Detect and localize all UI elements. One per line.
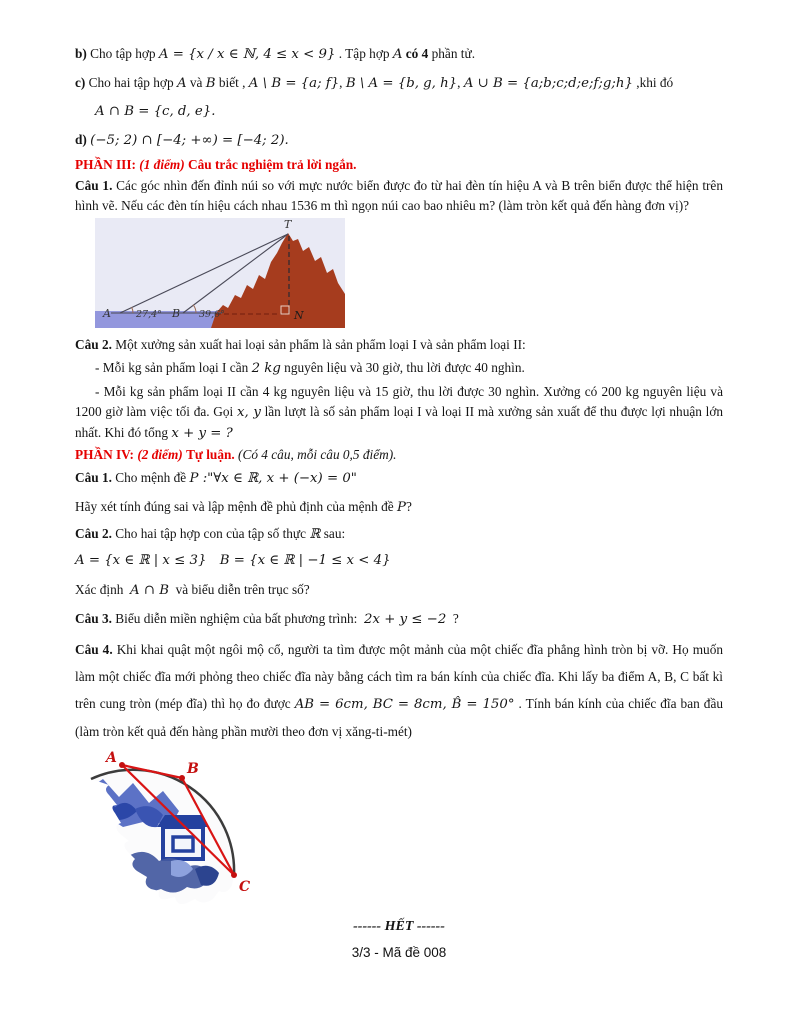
text-segment: và biểu diễn trên trục số? <box>169 582 310 597</box>
text-segment: A <box>176 76 187 91</box>
text-segment: , <box>457 75 464 90</box>
text-segment: và <box>186 75 206 90</box>
part3-heading <box>75 156 723 174</box>
dish-label-b: B <box>187 761 199 777</box>
exam-page-content <box>75 44 723 962</box>
text-segment: Xác định <box>75 582 131 597</box>
part4-question1-followup <box>75 497 723 518</box>
text-segment: Khi khai quật một ngôi mộ cổ, người ta tìm được một mảnh của một chiếc đĩa phẳng hình tròn bị vỡ. Họ muốn làm một chiếc đĩa mới phỏng theo chiếc đĩa này bằng cách tìm ra bán kính của chiếc đĩa. Khi lấy ba điểm A, B, C bất kì trên cung tròn (mép đĩa) thì họ đo được <box>75 642 723 711</box>
text-segment: Câu 4. <box>75 642 117 657</box>
answer-line-b <box>75 44 723 65</box>
text-segment: B = {x ∈ ℝ | −1 ≤ x < 4} <box>219 553 391 568</box>
text-segment: PHẦN III: <box>75 157 140 172</box>
answer-line-d <box>75 129 723 152</box>
dish-label-c: C <box>239 879 251 895</box>
text-segment: Biểu diễn miền nghiệm của bất phương trình: <box>115 611 365 626</box>
text-segment: ? <box>446 611 459 626</box>
text-segment: A ∩ B = {c, d, e}. <box>95 104 216 119</box>
part4-question1-text <box>75 466 723 491</box>
point-label-n: N <box>294 309 304 322</box>
part4-question2-text <box>75 524 723 545</box>
dish-label-a: A <box>106 750 117 766</box>
page-number-and-exam-code: 3/3 - Mã đề 008 <box>351 945 447 960</box>
text-segment: Cho mệnh đề <box>115 470 190 485</box>
part3-question1-text <box>75 176 723 216</box>
text-segment: PHẦN IV: <box>75 447 138 462</box>
text-segment: A ∪ B = {a;b;c;d;e;f;g;h} <box>463 76 633 91</box>
pagoda-body <box>163 827 203 859</box>
text-segment: ? <box>405 499 412 514</box>
text-segment: A ∩ B <box>130 583 169 598</box>
part4-question4-text <box>75 636 723 745</box>
end-of-exam-marker: ------ HẾT ------ <box>353 919 445 934</box>
answer-line-c <box>75 73 723 94</box>
angle-label-b: 39,6° <box>199 309 225 320</box>
part4-question3-text <box>75 609 723 630</box>
part4-question2-followup <box>75 580 723 601</box>
text-segment: Một xưởng sản xuất hai loại sản phẩm là sản phẩm loại I và sản phẩm loại II: <box>115 337 526 352</box>
point-label-a: A <box>103 307 111 320</box>
text-segment: Các góc nhìn đến đỉnh núi so với mực nước biển được đo từ hai đèn tín hiệu A và B trên biển được thể hiện trên hình vẽ. Nếu các đèn tín hiệu cách nhau 1536 m thì ngọn núi cao bao nhiêu m? (làm tròn kết quả đến hàng đơn vị)? <box>75 178 723 213</box>
text-segment: - Mỗi kg sản phẩm loại I cần <box>95 360 252 375</box>
text-segment: ℝ <box>309 527 321 542</box>
text-segment: (2 điểm) <box>137 447 187 462</box>
mountain-figure <box>95 218 345 328</box>
part3-question2-bullet2 <box>75 382 723 444</box>
text-segment: Câu trắc nghiệm trả lời ngắn. <box>188 157 357 172</box>
text-segment: (Có 4 câu, mỗi câu 0,5 điểm). <box>238 447 397 462</box>
text-segment: phần tử. <box>428 46 476 61</box>
point-c <box>231 872 237 878</box>
text-segment: (−5; 2) ∩ [−4; +∞) = [−4; 2). <box>90 133 289 148</box>
peak-label-t: T <box>284 218 292 231</box>
text-segment: Cho hai tập hợp <box>88 75 177 90</box>
text-segment: Câu 1. <box>75 470 116 485</box>
text-segment: . Tập hợp <box>335 46 393 61</box>
painted-wash-1 <box>97 809 116 829</box>
text-segment: Câu 1. <box>75 178 117 193</box>
text-segment: Câu 2. <box>75 337 116 352</box>
text-segment: Cho tập hợp <box>90 46 159 61</box>
text-segment: d) <box>75 132 91 147</box>
text-segment: 2x + y ≤ −2 <box>364 612 447 627</box>
text-segment: ,khi đó <box>632 75 674 90</box>
text-segment: B <box>205 76 216 91</box>
text-segment: A = {x ∈ ℝ | x ≤ 3} <box>75 553 207 568</box>
dish-figure <box>75 749 315 907</box>
text-segment: nguyên liệu và 30 giờ, thu lời được 40 nghìn. <box>280 360 525 375</box>
text-segment: x, y <box>236 405 261 420</box>
text-segment: c) <box>75 75 89 90</box>
text-segment: , <box>339 75 346 90</box>
answer-line-c-result <box>95 100 723 123</box>
text-segment: (1 điểm) <box>139 157 189 172</box>
text-segment: có 4 <box>405 46 429 61</box>
text-segment: Cho hai tập hợp con của tập số thực <box>115 526 310 541</box>
text-segment: A \ B = {a; f} <box>248 76 340 91</box>
text-segment: . Tính bán kính của chiếc đĩa ban đầu (làm tròn kết quả đến hàng phần mười theo đơn vị xăng-ti-mét) <box>75 696 723 739</box>
text-segment: 2 kg <box>251 361 281 376</box>
dish-figure-svg <box>75 749 315 907</box>
part3-question2-text <box>75 335 723 355</box>
mountain-figure-svg <box>95 218 345 328</box>
text-segment: biết , <box>215 75 249 90</box>
text-segment: Hãy xét tính đúng sai và lập mệnh đề phủ định của mệnh đề <box>75 499 398 514</box>
text-segment: x + y = ? <box>171 426 233 441</box>
text-segment: Tự luận. <box>186 447 239 462</box>
angle-label-a: 27,4° <box>136 309 162 320</box>
point-a <box>119 762 125 768</box>
point-label-b: B <box>172 307 181 320</box>
text-segment: sau: <box>320 526 346 541</box>
text-segment: Câu 2. <box>75 526 116 541</box>
text-segment: AB = 6cm, BC = 8cm, B̂ = 150° <box>294 697 515 712</box>
text-segment: - Mỗi kg sản phẩm loại II cần 4 kg nguyên liệu và 15 giờ, thu lời được 30 nghìn. Xưởng có 200 kg nguyên liệu và 1200 giờ làm việc tối đa. Gọi <box>75 384 723 419</box>
text-segment: B \ A = {b, g, h} <box>345 76 458 91</box>
text-segment <box>206 552 219 567</box>
text-segment: P <box>397 500 406 515</box>
point-b <box>179 775 185 781</box>
part4-question2-sets <box>75 549 723 572</box>
text-segment: A <box>392 47 403 62</box>
part3-question2-bullet1 <box>75 358 723 379</box>
text-segment: b) <box>75 46 91 61</box>
text-segment: Câu 3. <box>75 611 116 626</box>
text-segment: lần lượt là số sản phẩm loại I và loại II mà xưởng sản xuất để thu được lợi nhuận lớn nhất. Khi đó tổng <box>75 404 723 440</box>
text-segment: A = {x / x ∈ ℕ, 4 ≤ x < 9} <box>158 47 336 62</box>
part4-heading <box>75 446 723 464</box>
text-segment: P :"∀x ∈ ℝ, x + (−x) = 0" <box>189 471 357 486</box>
